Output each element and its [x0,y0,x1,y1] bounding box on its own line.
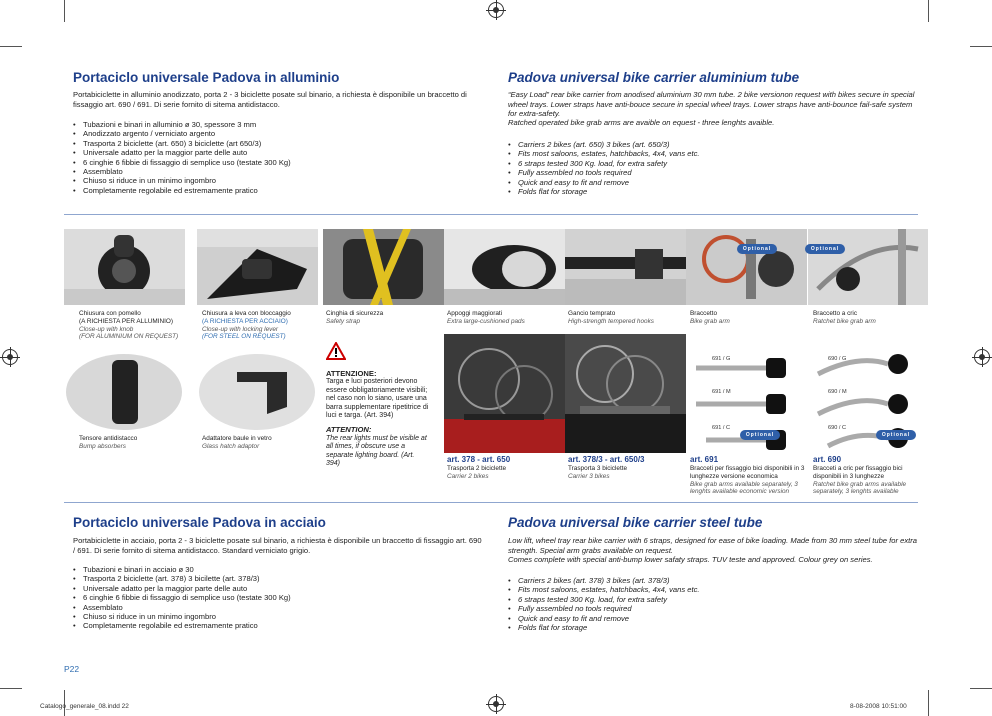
photo-cushioned-pads [444,229,565,305]
list-item: • Trasporta 2 biciclette (art. 378) 3 bicilette (art. 378/3) [73,574,483,583]
arm-label: 690 / C [828,425,847,431]
caption-text-en: Close-up with locking lever [202,325,279,333]
caption-text-en: Bump absorbers [79,442,126,450]
optional-badge: Optional [805,244,845,254]
warning-text: Targa e luci posteriori devono essere obbligatoriamente visibili; nel caso non lo siano, usare una barra supplementare ripetitrice di luci e targa. (Art. 394) [326,378,429,420]
photo-ratchet-grab-arm [808,229,928,305]
description-aluminium-it: Portabiciclette in alluminio anodizzato, porta 2 - 3 biciclette posate sul binario, a richiesta è disponibile un braccetto di fissaggio art. 690 / 691. Di serie fornito di sitema antidistacco. [73,90,467,109]
crop-mark [0,688,22,689]
list-item: • Carriers 2 bikes (art. 378) 3 bikes (art. 378/3) [508,576,918,585]
description-steel-en: Low lift, wheel tray rear bike carrier with 6 straps, designed for ease of bike loading. Made from 30 mm steel tube for extra strength. Special arm grabs available on request. [508,536,917,555]
caption-text-en: High-strength tempered hooks [568,317,654,325]
caption-note: (A RICHIESTA PER ACCIAIO) [202,317,288,325]
caption-text: Cinghia di sicurezza [326,310,384,317]
photo-locking-lever [197,229,318,305]
caption-text: Bracceti per fissaggio bici disponibili in 3 lunghezze versione economica [690,465,805,480]
photo-knob-closure [64,229,185,305]
list-item: • Assemblato [73,167,483,176]
photo-glass-hatch-adaptor [197,352,318,430]
caption-text: Trasporta 2 biciclette [447,465,507,472]
section-title-steel-it: Portaciclo universale Padova in acciaio [73,515,326,530]
list-item: • 6 cinghie 6 fibbie di fissaggio di semplice uso (testate 300 Kg) [73,593,483,602]
list-item: • Anodizzato argento / verniciato argento [73,129,483,138]
section-title-aluminium-it: Portaciclo universale Padova in alluminio [73,70,340,85]
warning-icon [326,342,346,360]
caption-text-en: Safety strap [326,317,361,325]
crop-mark [0,46,22,47]
list-item: • Trasporta 2 biciclette (art. 650) 3 biciclette (art 650/3) [73,139,483,148]
caption-text: Adattatore baule in vetro [202,435,272,442]
caption-cushioned-pads [447,310,562,326]
optional-badge: Optional [740,430,780,440]
registration-mark-icon [974,349,990,365]
caption-bump-absorber [79,435,194,451]
list-item: • Fits most saloons, estates, hatchbacks, 4x4, vans etc. [508,149,918,158]
photo-carrier-2-bikes [444,334,565,453]
product-code: art. 378/3 - art. 650/3 [568,455,645,464]
list-item: • Tubazioni e binari in alluminio ø 30, spessore 3 mm [73,120,483,129]
arm-label: 691 / M [712,389,731,395]
list-item: • Tubazioni e binari in acciaio ø 30 [73,565,483,574]
photo-bump-absorber [64,352,185,430]
list-item: • 6 straps tested 300 Kg. load, for extra safety [508,159,918,168]
caption-text: Braccetto a cric [813,310,858,317]
description-steel-en-2: Comes complete with special anti-bump lower safaty straps. TUV teste and approved. Colour grey on series. [508,555,873,564]
registration-mark-icon [488,2,504,18]
crop-mark [928,0,929,22]
photo-bike-grab-arm [686,229,807,305]
list-item: • Universale adatto per la maggior parte delle auto [73,584,483,593]
registration-mark-icon [488,696,504,712]
caption-text: Chiusura con pomello [79,310,141,317]
arm-label: 690 / M [828,389,847,395]
caption-text-en: Extra large-cushioned pads [447,317,525,325]
warning-title: ATTENZIONE: [326,369,377,378]
caption-text: Braccetto [690,310,717,317]
arm-label: 691 / G [712,356,731,362]
caption-text: Trasporta 3 biciclette [568,465,628,472]
feature-list-steel-en [508,576,918,632]
caption-safety-strap [326,310,441,326]
caption-knob-closure [79,310,194,341]
list-item: • 6 straps tested 300 Kg. load, for extra safety [508,595,918,604]
list-item: • Completamente regolabile ed estremamente pratico [73,186,483,195]
optional-badge: Optional [876,430,916,440]
description-steel-it: Portabiciclette in acciaio, porta 2 - 3 biciclette posate sul binario, a richiesta è disponibile un braccetto di fissaggio art. 690 / 691. Di serie fornito di sitema antidistacco. Standard verniciato grigio. [73,536,482,555]
feature-list-aluminium-it [73,120,483,195]
product-code: art. 690 [813,455,842,464]
footer-timestamp: 8-08-2008 10:51:00 [850,703,907,710]
list-item: • Quick and easy to fit and remove [508,614,918,623]
description-aluminium-en: “Easy Load” rear bike carrier from anodised aluminium 30 mm tube. 2 bike versionon request with bikes secure in special wheel trays. Lower straps have anti-bouce secure in special wheel trays. Lower straps have anti-bounce fail-safe system for extra-safety. [508,90,915,119]
product-code: art. 691 [690,455,719,464]
list-item: • 6 cinghie 6 fibbie di fissaggio di semplice uso (testate 300 Kg) [73,158,483,167]
caption-bike-grab-arm [690,310,805,326]
list-item: • Folds flat for storage [508,623,918,632]
crop-mark [64,0,65,22]
divider [64,502,918,503]
list-item: • Chiuso si riduce in un minimo ingombro [73,612,483,621]
crop-mark [970,46,992,47]
list-item: • Folds flat for storage [508,187,918,196]
caption-text-en: Carrier 2 bikes [447,472,489,480]
caption-text: Appoggi maggiorati [447,310,503,317]
caption-text: Gancio temprato [568,310,616,317]
list-item: • Fits most saloons, estates, hatchbacks, 4x4, vans etc. [508,585,918,594]
warning-box [326,370,430,468]
caption-ratchet-grab-arm [813,310,928,326]
divider [64,214,918,215]
caption-text: Bracceti a cric per fissaggio bici disponibili in 3 lunghezze [813,465,903,480]
product-caption [813,465,928,496]
warning-title-en: ATTENTION: [326,425,372,435]
feature-list-steel-it [73,565,483,631]
caption-text: Tensore antidistacco [79,435,138,442]
warning-text-en: The rear lights must be visible at all times, if obscure use a separate lighting board. (Art. 394) [326,434,427,468]
caption-text-en: Glass hatch adaptor [202,442,260,450]
arm-label: 690 / G [828,356,847,362]
section-title-steel-en: Padova universal bike carrier steel tube [508,515,763,530]
crop-mark [928,690,929,716]
caption-text-en: Bike grab arm [690,317,730,325]
optional-badge: Optional [737,244,777,254]
photo-tempered-hooks [565,229,686,305]
arm-label: 691 / C [712,425,731,431]
section-title-aluminium-en: Padova universal bike carrier aluminium tube [508,70,800,85]
caption-locking-lever [202,310,320,341]
product-caption [690,465,806,496]
caption-text-en: Bike grab arms available separately, 3 lenghts available economic version [690,480,798,496]
list-item: • Chiuso si riduce in un minimo ingombro [73,176,483,185]
product-code: art. 378 - art. 650 [447,455,511,464]
caption-note: (A RICHIESTA PER ALLUMINIO) [79,317,173,325]
list-item: • Assemblato [73,603,483,612]
crop-mark [970,688,992,689]
list-item: • Fully assembled no tools required [508,604,918,613]
feature-list-aluminium-en [508,140,918,196]
page-number: P22 [64,664,80,674]
list-item: • Completamente regolabile ed estremamente pratico [73,621,483,630]
product-caption [447,465,562,481]
caption-note-en: (FOR STEEL ON REQUEST) [202,333,286,341]
registration-mark-icon [2,349,18,365]
list-item: • Universale adatto per la maggior parte delle auto [73,148,483,157]
caption-text-en: Close-up with knob [79,325,134,333]
caption-text-en: Ratchet bike grab arms available separately, 3 lenghts available [813,480,907,496]
caption-note-en: (FOR ALUMINIUM ON REQUEST) [79,333,179,341]
list-item: • Carriers 2 bikes (art. 650) 3 bikes (art. 650/3) [508,140,918,149]
description-aluminium-en-2: Ratched operated bike grab arms are avaible on equest - three lenghts avaible. [508,118,775,127]
photo-safety-strap [323,229,444,305]
list-item: • Fully assembled no tools required [508,168,918,177]
caption-text-en: Carrier 3 bikes [568,472,610,480]
product-caption [568,465,683,481]
caption-text: Chiusura a leva con bloccaggio [202,310,291,317]
caption-tempered-hooks [568,310,683,326]
photo-carrier-3-bikes [565,334,686,453]
footer-filename: Catalogo_generale_08.indd 22 [40,703,129,710]
caption-glass-hatch-adaptor [202,435,317,451]
list-item: • Quick and easy to fit and remove [508,178,918,187]
caption-text-en: Ratchet bike grab arm [813,317,876,325]
